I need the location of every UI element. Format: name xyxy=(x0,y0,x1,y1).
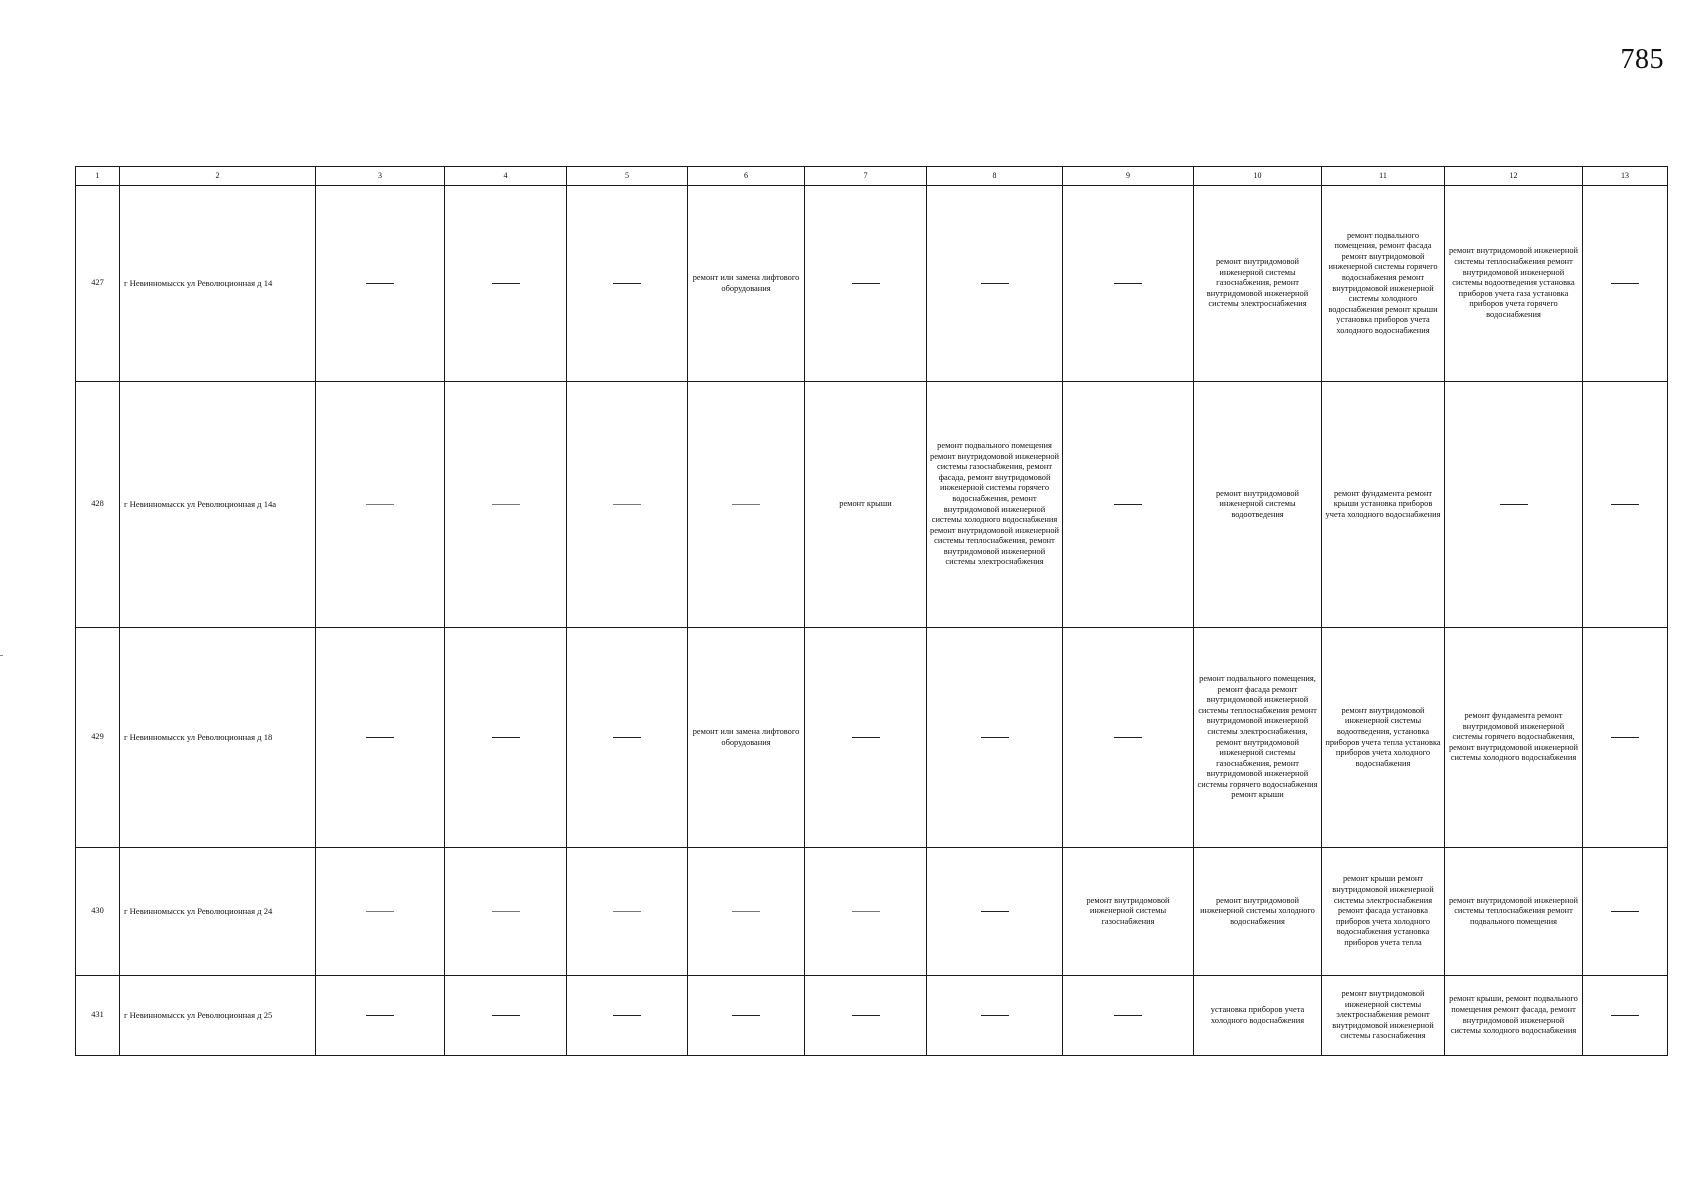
empty-cell-col-7 xyxy=(805,628,927,848)
row-number: 427 xyxy=(76,186,120,382)
column-number-5: 5 xyxy=(567,167,688,186)
work-cell-col-11: ремонт внутридомовой инженерной системы электроснабжения ремонт внутридомовой инженерной системы газоснабжения xyxy=(1322,976,1445,1056)
dash-mark xyxy=(1611,737,1639,738)
column-number-10: 10 xyxy=(1194,167,1322,186)
work-cell-col-11: ремонт подвального помещения, ремонт фасада ремонт внутридомовой инженерной системы горячего водоснабжения ремонт внутридомовой инженерной системы холодного водоснабжения ремонт крыши установка приборов учета холодного водоснабжения xyxy=(1322,186,1445,382)
dash-mark xyxy=(613,504,641,505)
column-number-4: 4 xyxy=(445,167,567,186)
column-number-6: 6 xyxy=(688,167,805,186)
empty-cell-col-9 xyxy=(1063,976,1194,1056)
work-cell-col-12: ремонт фундамента ремонт внутридомовой инженерной системы горячего водоснабжения, ремонт внутридомовой инженерной системы холодного водоснабжения xyxy=(1445,628,1583,848)
work-cell-col-12: ремонт внутридомовой инженерной системы теплоснабжения ремонт внутридомовой инженерной системы водоотведения установка приборов учета газа установка приборов учета горячего водоснабжения xyxy=(1445,186,1583,382)
work-cell-col-6: ремонт или замена лифтового оборудования xyxy=(688,628,805,848)
table-row xyxy=(76,628,1668,848)
work-cell-col-11: ремонт крыши ремонт внутридомовой инженерной системы электроснабжения ремонт фасада установка приборов учета холодного водоснабжения установка приборов учета тепла xyxy=(1322,848,1445,976)
dash-mark xyxy=(1114,504,1142,505)
column-number-7: 7 xyxy=(805,167,927,186)
dash-mark xyxy=(852,1015,880,1016)
empty-cell-col-8 xyxy=(927,848,1063,976)
repair-schedule-table xyxy=(75,166,1668,1056)
dash-mark xyxy=(1114,737,1142,738)
column-number-8: 8 xyxy=(927,167,1063,186)
empty-cell-col-6 xyxy=(688,382,805,628)
column-number-2: 2 xyxy=(120,167,316,186)
column-number-11: 11 xyxy=(1322,167,1445,186)
row-number: 429 xyxy=(76,628,120,848)
dash-mark xyxy=(1611,283,1639,284)
dash-mark xyxy=(613,283,641,284)
dash-mark xyxy=(366,737,394,738)
dash-mark xyxy=(852,911,880,912)
empty-cell-col-4 xyxy=(445,382,567,628)
dash-mark xyxy=(1611,504,1639,505)
empty-cell-col-4 xyxy=(445,848,567,976)
work-cell-col-12: ремонт внутридомовой инженерной системы теплоснабжения ремонт подвального помещения xyxy=(1445,848,1583,976)
empty-cell-col-8 xyxy=(927,976,1063,1056)
empty-cell-col-9 xyxy=(1063,628,1194,848)
dash-mark xyxy=(366,283,394,284)
work-cell-col-10: ремонт внутридомовой инженерной системы газоснабжения, ремонт внутридомовой инженерной системы электроснабжения xyxy=(1194,186,1322,382)
empty-cell-col-5 xyxy=(567,628,688,848)
dash-mark xyxy=(366,504,394,505)
work-cell-col-10: ремонт подвального помещения, ремонт фасада ремонт внутридомовой инженерной системы теплоснабжения ремонт внутридомовой инженерной системы электроснабжения, ремонт внутридомовой инженерной системы газоснабжения, ремонт внутридомовой инженерной системы горячего водоснабжения ремонт крыши xyxy=(1194,628,1322,848)
empty-cell-col-3 xyxy=(316,186,445,382)
work-cell-col-8: ремонт подвального помещения ремонт внутридомовой инженерной системы газоснабжения, ремонт фасада, ремонт внутридомовой инженерной системы горячего водоснабжения, ремонт внутридомовой инженерной системы холодного водоснабжения ремонт внутридомовой инженерной системы теплоснабжения, ремонт внутридомовой инженерной системы электроснабжения xyxy=(927,382,1063,628)
empty-cell-col-4 xyxy=(445,628,567,848)
work-cell-col-11: ремонт фундамента ремонт крыши установка приборов учета холодного водоснабжения xyxy=(1322,382,1445,628)
column-number-3: 3 xyxy=(316,167,445,186)
empty-cell-col-3 xyxy=(316,976,445,1056)
empty-cell-col-4 xyxy=(445,976,567,1056)
empty-cell-col-6 xyxy=(688,848,805,976)
column-number-header-row xyxy=(76,167,1668,186)
row-number: 428 xyxy=(76,382,120,628)
empty-cell-col-5 xyxy=(567,848,688,976)
row-number: 431 xyxy=(76,976,120,1056)
empty-cell-col-7 xyxy=(805,976,927,1056)
row-number: 430 xyxy=(76,848,120,976)
empty-cell-col-13 xyxy=(1583,976,1668,1056)
empty-cell-col-7 xyxy=(805,848,927,976)
address-cell: г Невинномысск ул Революционная д 14а xyxy=(120,382,316,628)
work-cell-col-10: ремонт внутридомовой инженерной системы холодного водоснабжения xyxy=(1194,848,1322,976)
dash-mark xyxy=(492,737,520,738)
dash-mark xyxy=(981,283,1009,284)
empty-cell-col-12 xyxy=(1445,382,1583,628)
work-cell-col-10: установка приборов учета холодного водоснабжения xyxy=(1194,976,1322,1056)
dash-mark xyxy=(852,283,880,284)
empty-cell-col-5 xyxy=(567,382,688,628)
column-number-13: 13 xyxy=(1583,167,1668,186)
dash-mark xyxy=(1114,1015,1142,1016)
dash-mark xyxy=(852,737,880,738)
dash-mark xyxy=(981,1015,1009,1016)
work-cell-col-6: ремонт или замена лифтового оборудования xyxy=(688,186,805,382)
empty-cell-col-5 xyxy=(567,976,688,1056)
table-row xyxy=(76,186,1668,382)
dash-mark xyxy=(732,1015,760,1016)
dash-mark xyxy=(613,911,641,912)
dash-mark xyxy=(1114,283,1142,284)
empty-cell-col-3 xyxy=(316,848,445,976)
empty-cell-col-13 xyxy=(1583,848,1668,976)
dash-mark xyxy=(732,504,760,505)
empty-cell-col-9 xyxy=(1063,186,1194,382)
work-cell-col-11: ремонт внутридомовой инженерной системы водоотведения, установка приборов учета тепла установка приборов учета холодного водоснабжения xyxy=(1322,628,1445,848)
table-row xyxy=(76,976,1668,1056)
dash-mark xyxy=(1611,911,1639,912)
address-cell: г Невинномысск ул Революционная д 24 xyxy=(120,848,316,976)
empty-cell-col-6 xyxy=(688,976,805,1056)
dash-mark xyxy=(732,911,760,912)
empty-cell-col-13 xyxy=(1583,628,1668,848)
empty-cell-col-7 xyxy=(805,186,927,382)
dash-mark xyxy=(492,911,520,912)
work-cell-col-7: ремонт крыши xyxy=(805,382,927,628)
empty-cell-col-8 xyxy=(927,628,1063,848)
dash-mark xyxy=(492,283,520,284)
dash-mark xyxy=(981,911,1009,912)
table-row xyxy=(76,382,1668,628)
column-number-9: 9 xyxy=(1063,167,1194,186)
work-cell-col-12: ремонт крыши, ремонт подвального помещения ремонт фасада, ремонт внутридомовой инженерной системы холодного водоснабжения xyxy=(1445,976,1583,1056)
dash-mark xyxy=(492,504,520,505)
empty-cell-col-9 xyxy=(1063,382,1194,628)
empty-cell-col-13 xyxy=(1583,186,1668,382)
dash-mark xyxy=(613,737,641,738)
empty-cell-col-4 xyxy=(445,186,567,382)
empty-cell-col-5 xyxy=(567,186,688,382)
dash-mark xyxy=(613,1015,641,1016)
table-row xyxy=(76,848,1668,976)
dash-mark xyxy=(1611,1015,1639,1016)
address-cell: г Невинномысск ул Революционная д 25 xyxy=(120,976,316,1056)
page-number: 785 xyxy=(1620,44,1664,75)
scan-mark xyxy=(0,655,3,656)
address-cell: г Невинномысск ул Революционная д 14 xyxy=(120,186,316,382)
repair-schedule-table-wrap xyxy=(75,166,1667,1056)
empty-cell-col-13 xyxy=(1583,382,1668,628)
table-body xyxy=(76,167,1668,1056)
column-number-1: 1 xyxy=(76,167,120,186)
empty-cell-col-8 xyxy=(927,186,1063,382)
dash-mark xyxy=(366,911,394,912)
dash-mark xyxy=(366,1015,394,1016)
dash-mark xyxy=(981,737,1009,738)
address-cell: г Невинномысск ул Революционная д 18 xyxy=(120,628,316,848)
work-cell-col-9: ремонт внутридомовой инженерной системы газоснабжения xyxy=(1063,848,1194,976)
column-number-12: 12 xyxy=(1445,167,1583,186)
dash-mark xyxy=(1500,504,1528,505)
dash-mark xyxy=(492,1015,520,1016)
empty-cell-col-3 xyxy=(316,628,445,848)
empty-cell-col-3 xyxy=(316,382,445,628)
work-cell-col-10: ремонт внутридомовой инженерной системы водоотведения xyxy=(1194,382,1322,628)
